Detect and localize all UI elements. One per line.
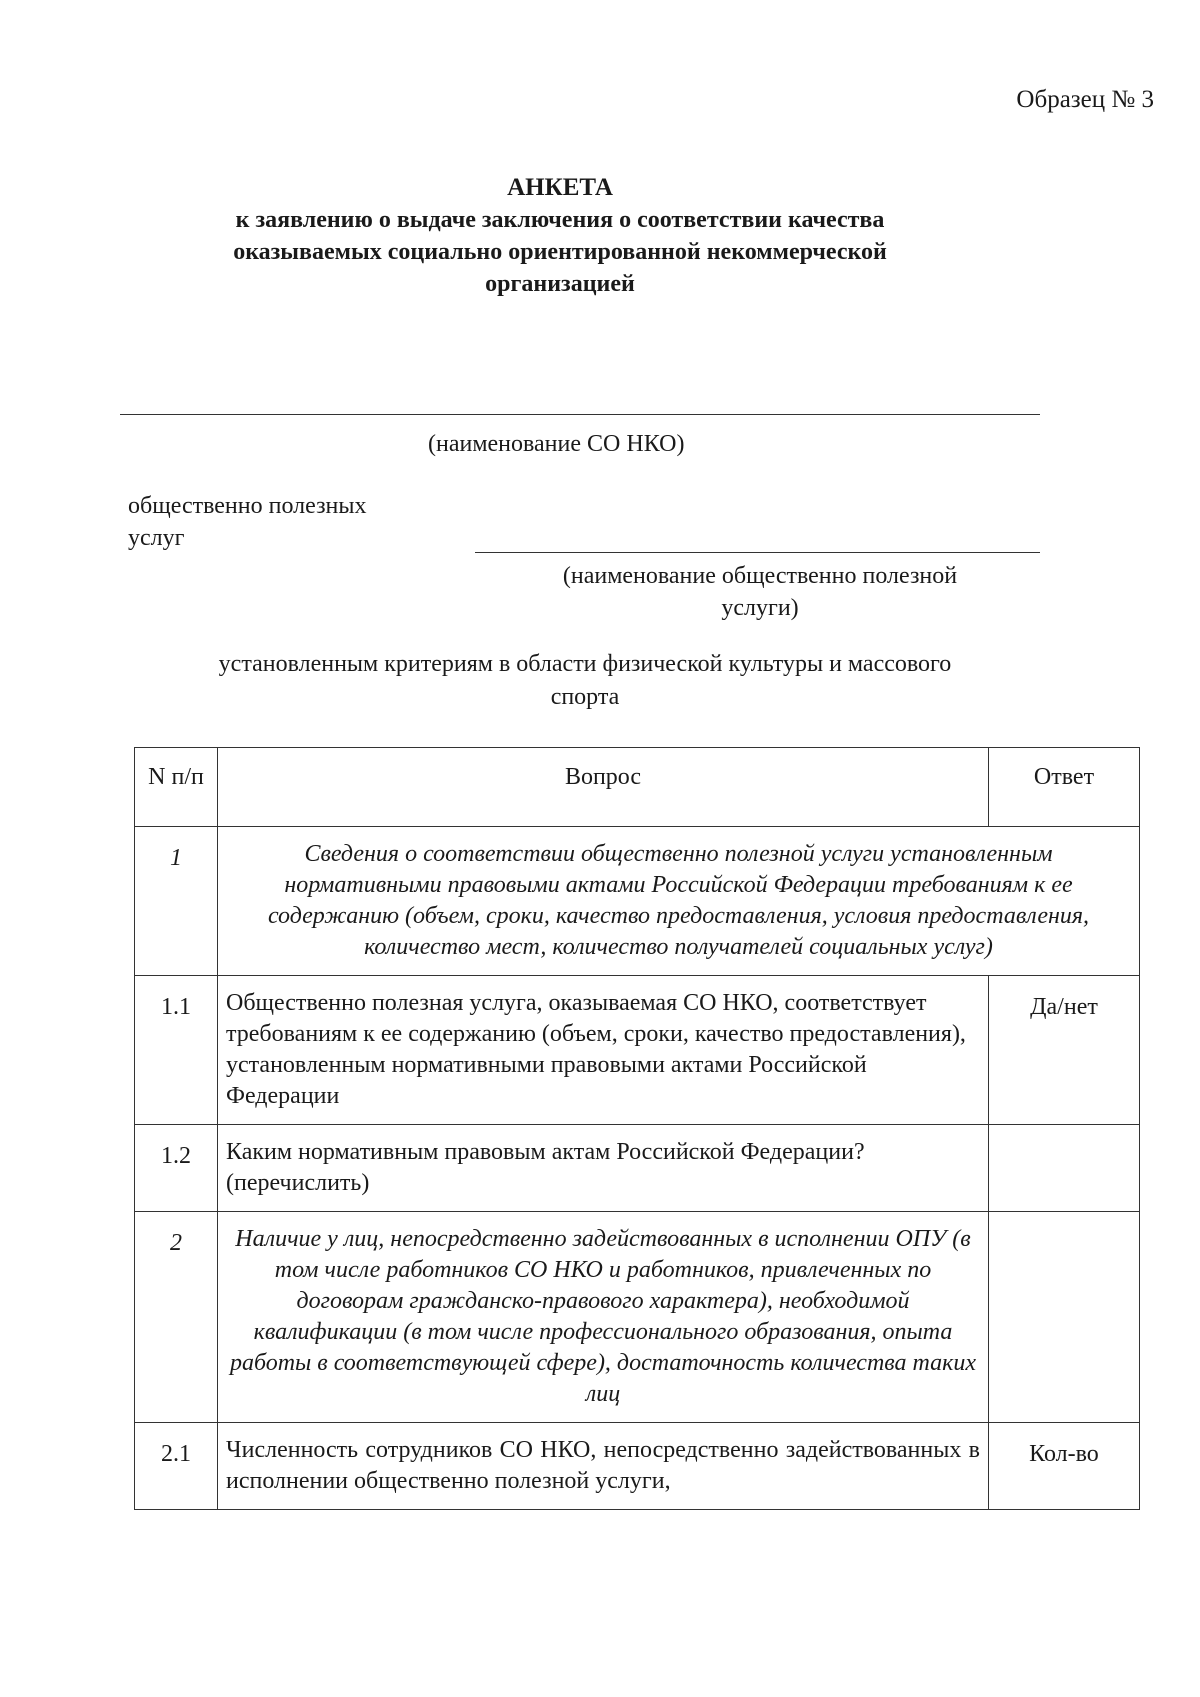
table-row-1-1 [135, 976, 1140, 1125]
services-label [128, 490, 367, 554]
row-question: Сведения о соответствии общественно полезной услуги установленным нормативными правовыми актами Российской Федерации требованиям к ее содержанию (объем, сроки, качество предоставления, условия предоставления, количество мест, количество получателей социальных услуг) [218, 827, 1140, 976]
questionnaire-table [134, 747, 1140, 1510]
org-name-line [120, 414, 1040, 415]
table-row-1 [135, 827, 1140, 976]
title-heading: АНКЕТА [507, 174, 613, 201]
row-num: 2.1 [135, 1423, 218, 1510]
row-answer: Да/нет [989, 976, 1140, 1125]
header-question: Вопрос [218, 748, 989, 827]
table-row-2-1 [135, 1423, 1140, 1510]
org-name-caption: (наименование СО НКО) [428, 431, 685, 457]
header-answer: Ответ [989, 748, 1140, 827]
row-answer: Кол-во [989, 1423, 1140, 1510]
row-num: 1 [135, 827, 218, 976]
criteria-text [145, 648, 1025, 714]
document-title [150, 172, 970, 300]
sample-label: Образец № 3 [1016, 86, 1154, 113]
row-question: Наличие у лиц, непосредственно задействованных в исполнении ОПУ (в том числе работников СО НКО и работников, привлеченных по договорам гражданско-правового характера), необходимой квалификации (в том числе профессионального образования, опыта работы в соответствующей сфере), достаточность количества таких лиц [218, 1212, 989, 1423]
services-label-line-1: общественно полезных [128, 493, 367, 519]
row-question: Численность сотрудников СО НКО, непосредственно задействованных в исполнении общественно полезной услуги, [218, 1423, 989, 1510]
criteria-line-2: спорта [550, 684, 620, 710]
criteria-line-1: установленным критериям в области физической культуры и массового [218, 651, 952, 677]
table-row-2 [135, 1212, 1140, 1423]
title-line-3: организацией [485, 271, 635, 297]
title-line-1: к заявлению о выдаче заключения о соответствии качества [235, 207, 885, 233]
row-answer [989, 1212, 1140, 1423]
service-name-line [475, 552, 1040, 553]
row-question: Каким нормативным правовым актам Российской Федерации? (перечислить) [218, 1125, 989, 1212]
service-name-caption-line-1: (наименование общественно полезной [562, 563, 958, 589]
row-num: 1.1 [135, 976, 218, 1125]
table-header-row [135, 748, 1140, 827]
service-name-caption-line-2: услуги) [721, 595, 799, 621]
table-row-1-2 [135, 1125, 1140, 1212]
services-label-line-2: услуг [128, 525, 185, 551]
service-name-caption [480, 560, 1040, 624]
row-answer [989, 1125, 1140, 1212]
row-question: Общественно полезная услуга, оказываемая СО НКО, соответствует требованиям к ее содержанию (объем, сроки, качество предоставления), установленным нормативными правовыми актами Российской Федерации [218, 976, 989, 1125]
row-num: 2 [135, 1212, 218, 1423]
title-line-2: оказываемых социально ориентированной некоммерческой [233, 239, 887, 265]
row-num: 1.2 [135, 1125, 218, 1212]
header-num: N п/п [135, 748, 218, 827]
